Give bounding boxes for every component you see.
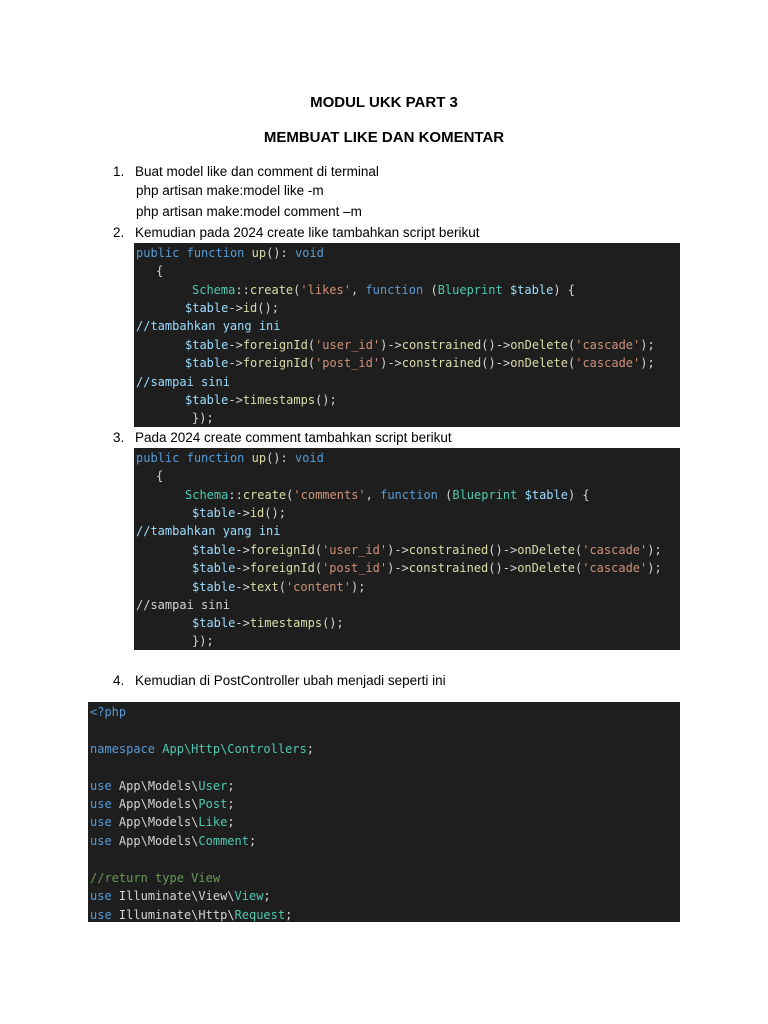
code-line: //tambahkan yang ini — [136, 524, 281, 538]
step-3 — [113, 428, 452, 447]
step-1-command-1: php artisan make:model like -m — [136, 183, 324, 198]
code-line: use App\Models\Comment; — [90, 834, 257, 848]
code-line: namespace App\Http\Controllers; — [90, 742, 314, 756]
code-line: $table->foreignId('user_id')->constrained()->onDelete('cascade'); — [185, 338, 655, 352]
code-line: { — [156, 469, 164, 483]
code-line: $table->id(); — [192, 506, 286, 520]
step-text: Buat model like dan comment di terminal — [135, 164, 379, 179]
step-text: Kemudian pada 2024 create like tambahkan script berikut — [135, 225, 480, 240]
step-1-command-2: php artisan make:model comment –m — [136, 204, 362, 219]
code-line: public function up(): void — [136, 246, 324, 260]
step-number: 3. — [113, 430, 125, 445]
code-line: use App\Models\Like; — [90, 815, 235, 829]
step-number: 4. — [113, 673, 125, 688]
code-line: //sampai sini — [136, 598, 230, 612]
step-text: Pada 2024 create comment tambahkan script berikut — [135, 430, 452, 445]
step-number: 2. — [113, 225, 125, 240]
code-line: $table->foreignId('post_id')->constrained()->onDelete('cascade'); — [185, 356, 655, 370]
page-title: MODUL UKK PART 3 — [310, 94, 458, 111]
code-line: //tambahkan yang ini — [136, 319, 281, 333]
code-block-like-migration — [134, 243, 680, 427]
code-line: }); — [192, 634, 214, 648]
code-line: use App\Models\Post; — [90, 797, 235, 811]
code-line: use App\Models\User; — [90, 779, 235, 793]
code-line: $table->text('content'); — [192, 580, 366, 594]
code-line: use Illuminate\Http\Request; — [90, 908, 293, 922]
code-line: use Illuminate\View\View; — [90, 889, 271, 903]
code-line: <?php — [90, 705, 127, 719]
code-line: Schema::create('comments', function (Blueprint $table) { — [185, 488, 590, 502]
code-line: //sampai sini — [136, 375, 230, 389]
step-1 — [113, 162, 379, 181]
code-block-postcontroller — [88, 702, 680, 922]
code-line: { — [156, 264, 164, 278]
step-number: 1. — [113, 164, 125, 179]
code-line: $table->foreignId('post_id')->constrained()->onDelete('cascade'); — [192, 561, 662, 575]
page-subtitle: MEMBUAT LIKE DAN KOMENTAR — [263, 129, 505, 146]
step-2 — [113, 223, 479, 242]
code-line: //return type View — [90, 871, 221, 885]
code-line: $table->foreignId('user_id')->constrained()->onDelete('cascade'); — [192, 543, 662, 557]
step-text: Kemudian di PostController ubah menjadi seperti ini — [135, 673, 446, 688]
step-4 — [113, 671, 446, 690]
code-line: public function up(): void — [136, 451, 324, 465]
code-line: $table->timestamps(); — [185, 393, 337, 407]
code-block-comment-migration — [134, 448, 680, 650]
code-line: $table->id(); — [185, 301, 279, 315]
code-line: }); — [192, 411, 214, 425]
code-line: $table->timestamps(); — [192, 616, 344, 630]
code-line: Schema::create('likes', function (Blueprint $table) { — [192, 283, 575, 297]
